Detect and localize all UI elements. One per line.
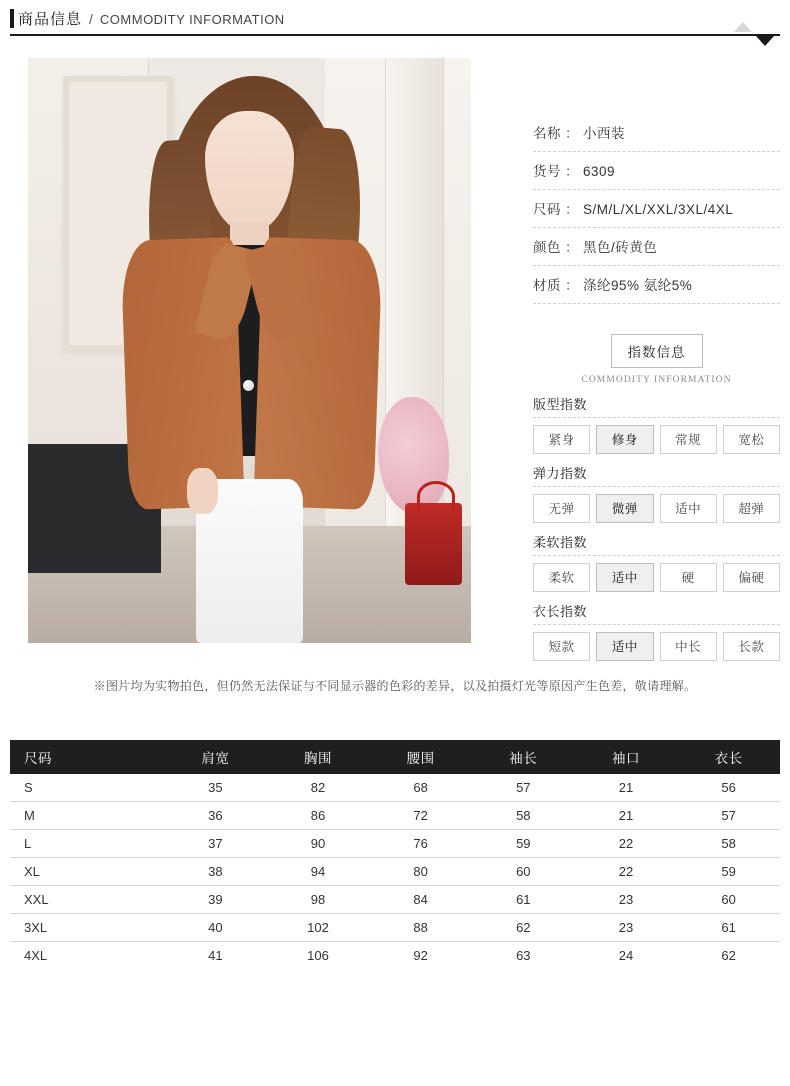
spec-row-code	[533, 152, 780, 190]
page-title: 商品信息	[18, 11, 83, 28]
spec-value: 黑色/砖黄色	[583, 240, 658, 255]
table-cell: 3XL	[10, 914, 164, 942]
size-table-col-header: 尺码	[10, 740, 164, 774]
spec-row-name	[533, 114, 780, 152]
photo-handbag	[405, 503, 463, 585]
index-option[interactable]: 常规	[660, 425, 717, 454]
index-group-fit	[533, 394, 780, 454]
table-cell: 72	[369, 802, 472, 830]
table-cell: 58	[677, 830, 780, 858]
table-row	[10, 886, 780, 914]
table-cell: 61	[472, 886, 575, 914]
spec-label: 货号	[533, 164, 561, 179]
table-cell: 68	[369, 774, 472, 802]
page-title-english: COMMODITY INFORMATION	[99, 12, 285, 27]
index-group-length	[533, 601, 780, 661]
content-area	[0, 58, 790, 694]
table-cell: 36	[164, 802, 267, 830]
table-cell: 61	[677, 914, 780, 942]
table-cell: 92	[413, 948, 428, 963]
product-photo	[28, 58, 471, 643]
size-table-col-header: 腰围	[369, 740, 472, 774]
table-cell: 40	[164, 914, 267, 942]
table-row	[10, 830, 780, 858]
index-title-wrap	[533, 334, 780, 368]
product-specs	[471, 58, 780, 661]
table-cell: 23	[575, 886, 678, 914]
table-row	[10, 942, 780, 970]
size-table-head	[10, 740, 780, 774]
spec-label: 尺码	[533, 202, 561, 217]
table-row	[10, 774, 780, 802]
spec-value: 涤纶95% 氨纶5%	[583, 278, 693, 293]
table-cell: 94	[267, 858, 370, 886]
table-cell: 21	[575, 802, 678, 830]
spec-colon: ：	[565, 164, 579, 179]
table-cell: 58	[472, 802, 575, 830]
spec-colon: ：	[565, 278, 579, 293]
table-cell: L	[10, 830, 164, 858]
index-option[interactable]: 硬	[660, 563, 717, 592]
jacket-button	[243, 380, 254, 391]
index-option[interactable]: 中长	[660, 632, 717, 661]
index-group-softness	[533, 532, 780, 592]
index-group-name: 柔软指数	[533, 532, 780, 556]
page-header-inner	[10, 8, 780, 29]
spec-colon: ：	[565, 240, 579, 255]
header-accent-bar	[10, 9, 14, 28]
table-cell: 41	[208, 948, 223, 963]
index-options	[533, 563, 780, 592]
table-cell: 98	[267, 886, 370, 914]
spec-value: 小西装	[583, 126, 625, 141]
index-option-selected[interactable]: 微弹	[596, 494, 653, 523]
table-cell: M	[10, 802, 164, 830]
table-cell: 84	[369, 886, 472, 914]
spec-value: 6309	[583, 164, 616, 179]
spec-row-material	[533, 266, 780, 304]
table-cell: 4XL	[24, 948, 48, 963]
triangle-down-icon	[756, 36, 774, 46]
index-option[interactable]: 柔软	[533, 563, 590, 592]
table-cell: 22	[575, 858, 678, 886]
size-table-col-header: 胸围	[267, 740, 370, 774]
table-cell: 86	[267, 802, 370, 830]
size-table-col-header: 袖口	[575, 740, 678, 774]
index-options	[533, 494, 780, 523]
table-cell: 62	[472, 914, 575, 942]
table-cell: 80	[369, 858, 472, 886]
index-option-selected[interactable]: 适中	[596, 563, 653, 592]
index-option-selected[interactable]: 适中	[596, 632, 653, 661]
table-cell: S	[10, 774, 164, 802]
index-option[interactable]: 无弹	[533, 494, 590, 523]
page-header	[10, 0, 780, 36]
table-cell: 38	[164, 858, 267, 886]
index-options	[533, 425, 780, 454]
triangle-up-icon	[734, 22, 752, 32]
table-cell: 22	[575, 830, 678, 858]
spec-label: 名称	[533, 126, 561, 141]
size-table	[10, 740, 780, 969]
table-cell: XXL	[10, 886, 164, 914]
table-cell: 82	[267, 774, 370, 802]
table-cell: 63	[516, 948, 531, 963]
table-cell: 62	[721, 948, 736, 963]
index-option[interactable]: 偏硬	[723, 563, 780, 592]
index-options	[533, 632, 780, 661]
table-cell: 23	[575, 914, 678, 942]
index-group-name: 弹力指数	[533, 463, 780, 487]
size-table-col-header: 衣长	[677, 740, 780, 774]
table-cell: 57	[677, 802, 780, 830]
size-table-header-row	[10, 740, 780, 774]
table-row	[10, 858, 780, 886]
color-disclaimer-note: ※图片均为实物拍色，但仍然无法保证与不同显示器的色彩的差异，以及拍摄灯光等原因产生色差，敬请理解。	[93, 679, 697, 693]
table-cell: 59	[677, 858, 780, 886]
header-separator: /	[89, 11, 93, 27]
table-cell: 90	[267, 830, 370, 858]
table-cell: 24	[618, 948, 634, 963]
table-cell: 106	[307, 948, 329, 963]
table-row	[10, 802, 780, 830]
table-cell: 76	[369, 830, 472, 858]
table-cell: 59	[472, 830, 575, 858]
model-hand	[187, 468, 218, 515]
table-cell: 102	[267, 914, 370, 942]
size-table-col-header: 袖长	[472, 740, 575, 774]
index-option[interactable]: 短款	[533, 632, 590, 661]
table-row	[10, 914, 780, 942]
table-cell: 37	[164, 830, 267, 858]
table-cell: 35	[164, 774, 267, 802]
index-title: 指数信息	[611, 334, 703, 368]
index-group-name: 衣长指数	[533, 601, 780, 625]
spec-colon: ：	[565, 202, 579, 217]
spec-label: 颜色	[533, 240, 561, 255]
spec-label: 材质	[533, 278, 561, 293]
spec-colon: ：	[565, 126, 579, 141]
table-cell: 60	[472, 858, 575, 886]
table-cell: 60	[677, 886, 780, 914]
spec-value: S/M/L/XL/XXL/3XL/4XL	[583, 202, 734, 217]
spec-row-sizes	[533, 190, 780, 228]
table-cell: 39	[164, 886, 267, 914]
table-cell: 88	[369, 914, 472, 942]
index-group-name: 版型指数	[533, 394, 780, 418]
product-row	[10, 58, 780, 661]
index-option[interactable]: 紧身	[533, 425, 590, 454]
index-option[interactable]: 适中	[660, 494, 717, 523]
size-table-col-header: 肩宽	[164, 740, 267, 774]
table-cell: 56	[677, 774, 780, 802]
table-cell: 57	[472, 774, 575, 802]
index-option[interactable]: 长款	[723, 632, 780, 661]
index-information-block	[533, 334, 780, 661]
index-option-selected[interactable]: 修身	[596, 425, 653, 454]
size-table-body	[10, 774, 780, 969]
index-option[interactable]: 超弹	[723, 494, 780, 523]
table-cell: XL	[10, 858, 164, 886]
table-cell: 21	[575, 774, 678, 802]
index-group-elasticity	[533, 463, 780, 523]
spec-row-colors	[533, 228, 780, 266]
index-option[interactable]: 宽松	[723, 425, 780, 454]
index-subtitle: COMMODITY INFORMATION	[581, 375, 732, 385]
